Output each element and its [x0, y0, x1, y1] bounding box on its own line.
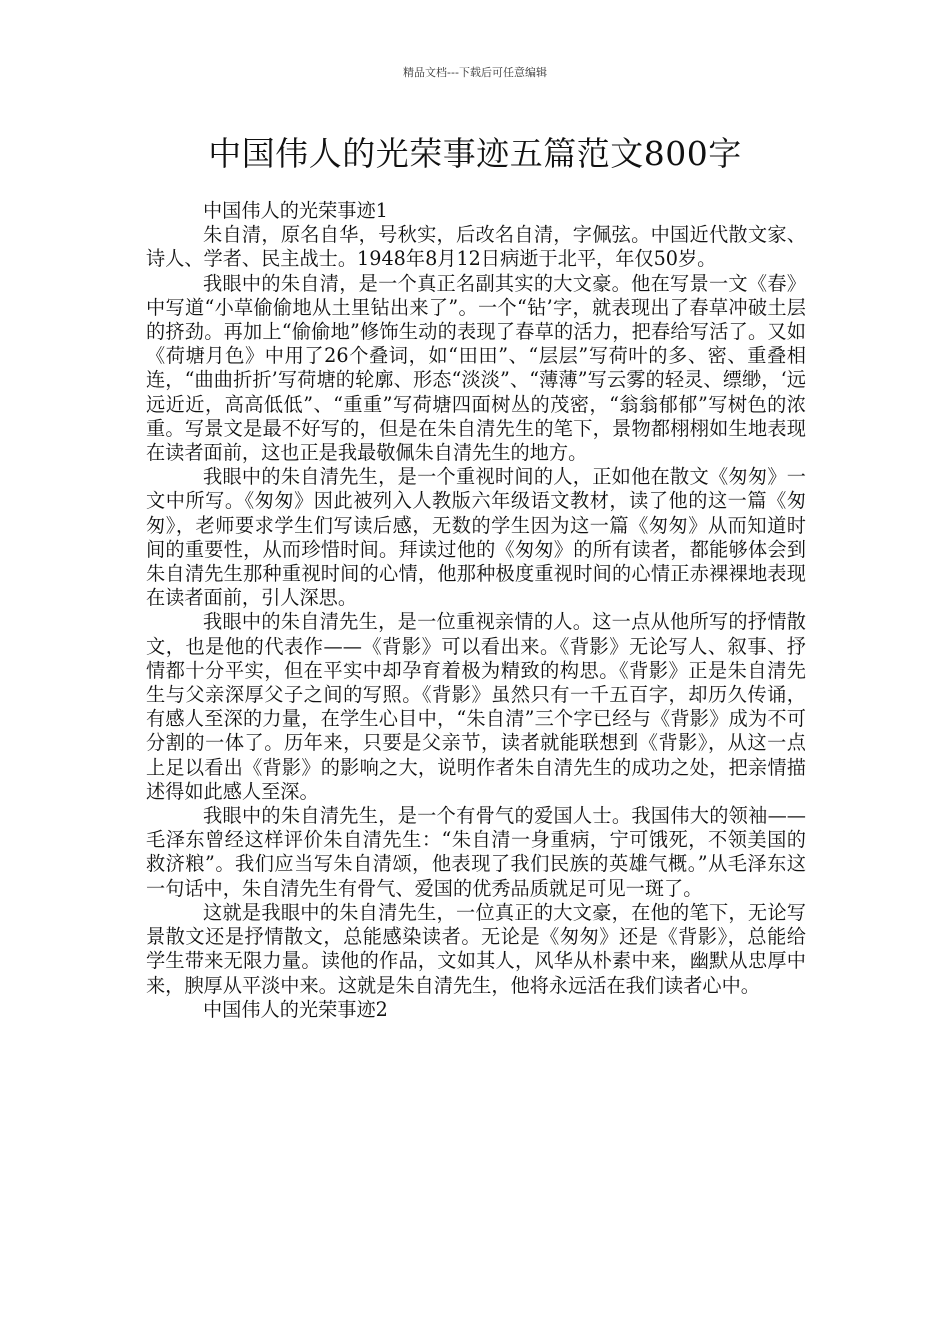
section-heading-1: 中国伟人的光荣事迹1 — [203, 199, 388, 222]
paragraph-patriot: 我眼中的朱自清先生，是一个有骨气的爱国人士。我国伟大的领袖——毛泽东曾经这样评价朱自清先生：“朱自清一身重病，宁可饿死，不领美国的救济粮”。我们应当写朱自清颂，他表现了我们民族的英雄气概。”从毛泽东这一句话中，朱自清先生有骨气、爱国的优秀品质就足可见一斑了。 — [146, 804, 806, 900]
paragraph-time: 我眼中的朱自清先生，是一个重视时间的人，正如他在散文《匆匆》一文中所写。《匆匆》因此被列入人教版六年级语文教材，读了他的这一篇《匆匆》，老师要求学生们写读后感，无数的学生因为这一篇《匆匆》从而知道时间的重要性，从而珍惜时间。拜读过他的《匆匆》的所有读者，都能够体会到朱自清先生那种重视时间的心情，他那种极度重视时间的心情正赤裸裸地表现在读者面前，引人深思。 — [146, 465, 806, 610]
header-note: 精品文档---下载后可任意编辑 — [403, 66, 547, 79]
section-heading-2: 中国伟人的光荣事迹2 — [203, 997, 388, 1021]
paragraph-writer: 我眼中的朱自清，是一个真正名副其实的大文豪。他在写景一文《春》中写道“小草偷偷地从土里钻出来了”。一个“钻’字，就表现出了春草冲破土层的挤劲。再加上“偷偷地”修饰生动的表现了春草的活力，把春给写活了。又如《荷塘月色》中用了26个叠词，如“田田”、“层层”写荷叶的多、密、重叠相连，“曲曲折折’写荷塘的轮廓、形态“淡淡”、“薄薄”写云雾的轻灵、缥缈，‘远远近近，高高低低”、“重重”写荷塘四面树丛的茂密，“翁翁郁郁”写树色的浓重。写景文是最不好写的，但是在朱自清先生的笔下，景物都栩栩如生地表现在读者面前，这也正是我最敬佩朱自清先生的地方。 — [146, 271, 806, 465]
paragraph-intro: 朱自清，原名自华，号秋实，后改名自清，字佩弦。中国近代散文家、诗人、学者、民主战士。1948年8月12日病逝于北平，年仅50岁。 — [146, 223, 806, 271]
document-title: 中国伟人的光荣事迹五篇范文800字 — [208, 134, 742, 173]
paragraph-family: 我眼中的朱自清先生，是一位重视亲情的人。这一点从他所写的抒情散文，也是他的代表作——《背影》可以看出来。《背影》无论写人、叙事、抒情都十分平实，但在平实中却孕育着极为精致的构思。《背影》正是朱自清先生与父亲深厚父子之间的写照。《背影》虽然只有一千五百字，却历久传诵，有感人至深的力量，在学生心目中，“朱自清”三个字已经与《背影》成为不可分割的一体了。历年来，只要是父亲节，读者就能联想到《背影》，从这一点上足以看出《背影》的影响之大，说明作者朱自清先生的成功之处，把亲情描述得如此感人至深。 — [146, 610, 806, 803]
document-body — [146, 199, 806, 1022]
paragraph-conclusion: 这就是我眼中的朱自清先生，一位真正的大文豪，在他的笔下，无论写景散文还是抒情散文，总能感染读者。无论是《匆匆》还是《背影》，总能给学生带来无限力量。读他的作品，文如其人，风华从朴素中来，幽默从忠厚中来，腴厚从平淡中来。这就是朱自清先生，他将永远活在我们读者心中。 — [146, 900, 806, 997]
